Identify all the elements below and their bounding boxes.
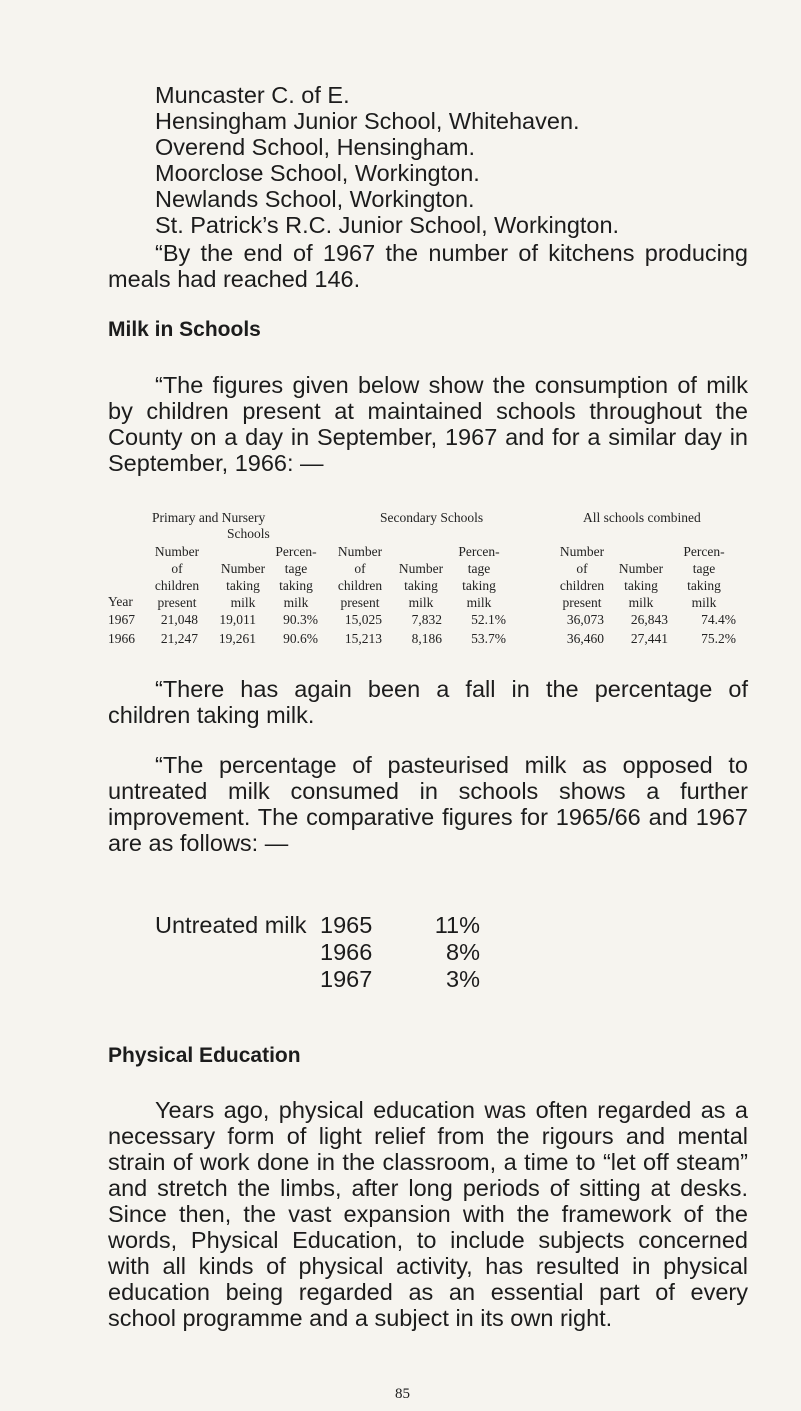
cell-all-taking: 26,843 [630, 612, 668, 627]
school-item: Moorclose School, Workington. [155, 160, 480, 186]
group-header-primary: Primary and Nursery [152, 510, 266, 525]
cell-all-pct: 74.4% [701, 612, 736, 627]
school-item: St. Patrick’s R.C. Junior School, Workington. [155, 212, 620, 238]
group-header-primary-schools: Schools [227, 526, 270, 541]
school-item: Newlands School, Workington. [155, 186, 475, 212]
cell-secondary-taking: 8,186 [411, 631, 442, 646]
untreated-pct: 3% [446, 966, 480, 992]
untreated-year: 1967 [320, 966, 373, 992]
paragraph-fall: “There has again been a fall in the percentage of children taking milk. [108, 676, 748, 728]
col-header-taking-milk: Number taking milk [398, 561, 444, 610]
untreated-label: Untreated milk [155, 912, 307, 938]
col-header-taking-milk: Number taking milk [220, 561, 266, 610]
col-header-children-present: Number of children present [337, 544, 383, 610]
school-list [155, 82, 619, 238]
col-header-year: Year [108, 594, 133, 609]
cell-primary-present: 21,247 [160, 631, 198, 646]
school-item: Muncaster C. of E. [155, 82, 350, 108]
school-item: Overend School, Hensingham. [155, 134, 476, 160]
untreated-year: 1965 [320, 912, 373, 938]
cell-primary-taking: 19,261 [218, 631, 256, 646]
col-header-percentage: Percen- tage taking milk [458, 544, 500, 610]
heading-milk-in-schools: Milk in Schools [108, 318, 261, 341]
cell-all-taking: 27,441 [630, 631, 668, 646]
untreated-pct: 11% [434, 912, 480, 938]
page-number: 85 [395, 1386, 410, 1402]
school-item: Hensingham Junior School, Whitehaven. [155, 108, 580, 134]
cell-all-pct: 75.2% [701, 631, 736, 646]
cell-primary-pct: 90.6% [283, 631, 318, 646]
col-header-percentage: Percen- tage taking milk [275, 544, 317, 610]
paragraph-pasteurised: “The percentage of pasteurised milk as opposed to untreated milk consumed in schools shows a further improvement. The comparative figures for 1965/66 and 1967 are as follows: — [108, 752, 748, 856]
cell-year: 1966 [108, 631, 135, 646]
cell-secondary-pct: 53.7% [471, 631, 506, 646]
cell-primary-pct: 90.3% [283, 612, 318, 627]
col-header-taking-milk: Number taking milk [618, 561, 664, 610]
cell-secondary-present: 15,213 [344, 631, 382, 646]
cell-secondary-pct: 52.1% [471, 612, 506, 627]
group-header-secondary: Secondary Schools [380, 510, 484, 525]
col-header-children-present: Number of children present [559, 544, 605, 610]
cell-primary-present: 21,048 [160, 612, 198, 627]
cell-all-present: 36,460 [566, 631, 604, 646]
untreated-year: 1966 [320, 939, 373, 965]
cell-year: 1967 [108, 612, 135, 627]
cell-all-present: 36,073 [566, 612, 604, 627]
paragraph-milk-intro: “The figures given below show the consumption of milk by children present at maintained schools throughout the County on a day in September, 1967 and for a similar day in September, 1966: — [108, 372, 748, 476]
cell-secondary-present: 15,025 [344, 612, 382, 627]
col-header-percentage: Percen- tage taking milk [683, 544, 725, 610]
heading-physical-education: Physical Education [108, 1044, 301, 1067]
col-header-children-present: Number of children present [154, 544, 200, 610]
untreated-pct: 8% [446, 939, 480, 965]
cell-secondary-taking: 7,832 [411, 612, 442, 627]
cell-primary-taking: 19,011 [219, 612, 256, 627]
paragraph-kitchens: “By the end of 1967 the number of kitchens producing meals had reached 146. [108, 240, 748, 292]
paragraph-physical-education: Years ago, physical education was often regarded as a necessary form of light relief from the rigours and mental strain of work done in the classroom, a time to “let off steam” and stretch the limbs, after long periods of sitting at desks. Since then, the vast expansion with the framework of the words, Physical Education, to include subjects concerned with all kinds of physical activity, has resulted in physical education being regarded as an essential part of every school programme and a subject in its own right. [108, 1097, 748, 1331]
group-header-all-schools: All schools combined [583, 510, 701, 525]
